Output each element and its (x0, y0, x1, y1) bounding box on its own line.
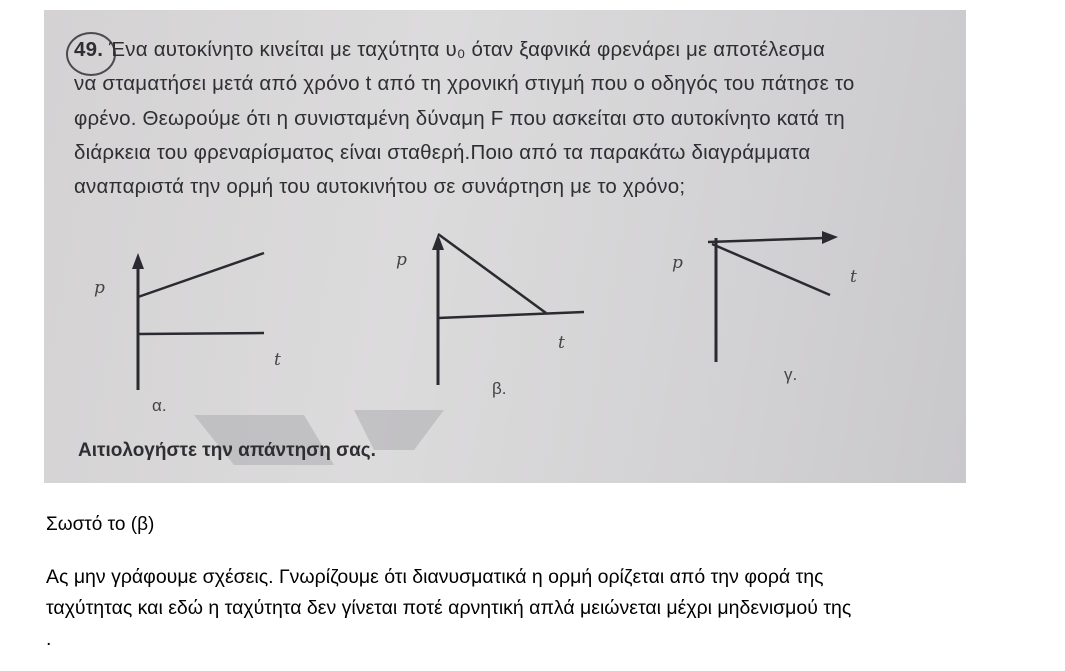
line-rising (138, 253, 264, 297)
y-axis-label: p (94, 278, 105, 298)
x-axis-label: t (274, 350, 281, 370)
justify-prompt: Αιτιολογήστε την απάντηση σας. (78, 440, 376, 461)
diagram-caption: β. (492, 379, 507, 398)
answer-title: Σωστό το (β) (46, 514, 155, 535)
line-decreasing (712, 244, 830, 295)
y-axis-label: p (396, 250, 407, 270)
x-axis-arrowhead (822, 231, 838, 244)
line-horizontal-arrow (708, 238, 824, 242)
y-axis-label: p (672, 253, 683, 273)
x-axis-label: t (850, 267, 857, 287)
diagram-beta (374, 220, 614, 410)
question-photo (44, 10, 966, 483)
question-line-4: διάρκεια του φρεναρίσματος είναι σταθερή.Ποιο από τα παρακάτω διαγράμματα (74, 141, 811, 164)
question-line-3: φρένο. Θεωρούμε ότι η συνισταμένη δύναμη F που ασκείται στο αυτοκίνητο κατά τη (74, 107, 845, 130)
question-line-1: 49. Ένα αυτοκίνητο κινείται με ταχύτητα υ₀ όταν ξαφνικά φρενάρει με αποτέλεσμα (74, 38, 826, 61)
diagram-caption: α. (152, 396, 167, 415)
line-constant (138, 333, 264, 334)
line-horizontal (438, 312, 584, 318)
diagram-caption: γ. (784, 365, 798, 384)
line-decreasing (438, 234, 546, 313)
diagram-gamma (664, 220, 904, 410)
question-line-5: αναπαριστά την ορμή του αυτοκινήτου σε συνάρτηση με το χρόνο; (74, 175, 686, 198)
question-number: 49. (74, 38, 104, 61)
x-axis-label: t (558, 333, 565, 353)
explanation-line-1: Ας μην γράφουμε σχέσεις. Γνωρίζουμε ότι διανυσματικά η ορμή ορίζεται από την φορά της (46, 566, 824, 588)
diagram-alpha (84, 235, 324, 425)
explanation-line-3: . (46, 628, 52, 650)
explanation-line-2: ταχύτητας και εδώ η ταχύτητα δεν γίνεται ποτέ αρνητική απλά μειώνεται μέχρι μηδενισμού της (46, 597, 852, 619)
question-line-2: να σταματήσει μετά από χρόνο t από τη χρονική στιγμή που ο οδηγός του πάτησε το (74, 72, 855, 95)
